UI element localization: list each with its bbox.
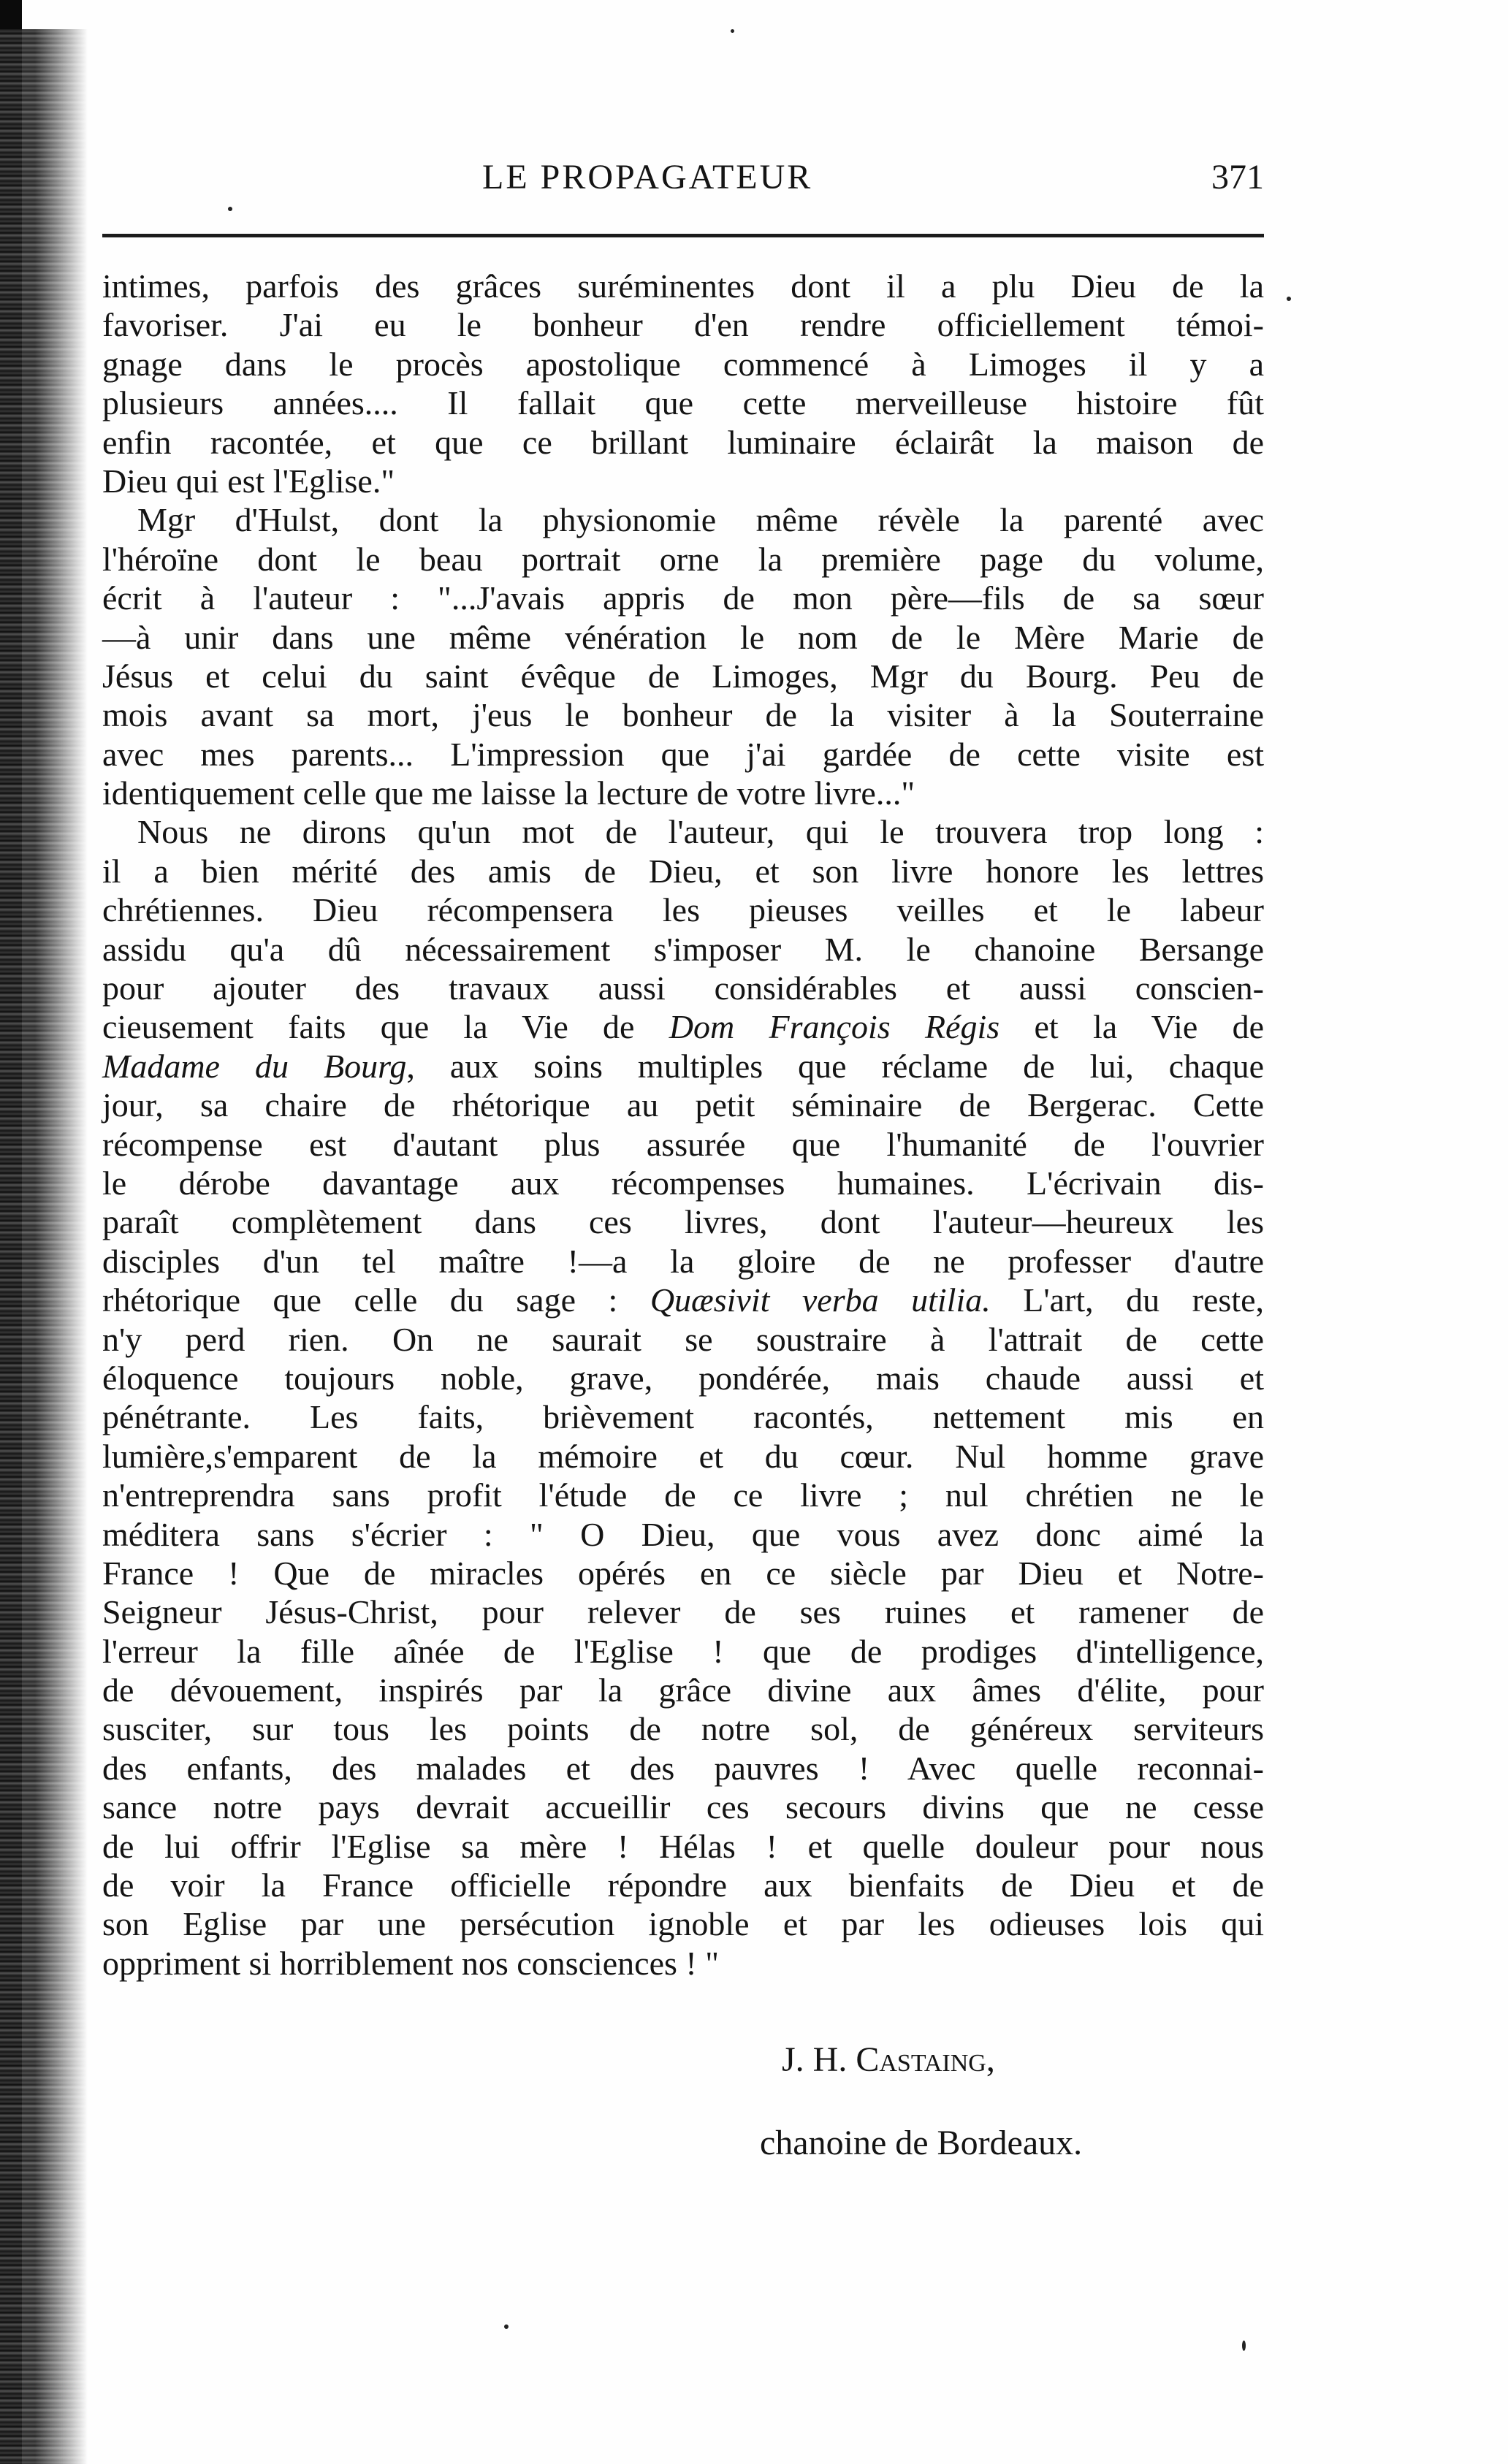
page-number: 371	[1211, 158, 1264, 197]
author-comma: ,	[986, 2040, 995, 2079]
text-line-with-italic	[102, 1047, 1264, 1086]
text-line: l'héroïne dont le beau portrait orne la première page du volume,	[102, 540, 1264, 578]
text-line: mois avant sa mort, j'eus le bonheur de la visiter à la Souterraine	[102, 696, 1264, 734]
author-surname-initial: C	[856, 2040, 880, 2079]
text-line: de dévouement, inspirés par la grâce divine aux âmes d'élite, pour	[102, 1671, 1264, 1709]
author-title: chanoine de Bordeaux.	[760, 2124, 1083, 2162]
text-line-with-italic	[102, 1281, 1264, 1319]
text-line: assidu qu'a dû nécessairement s'imposer M. le chanoine Bersange	[102, 930, 1264, 968]
text-line: Mgr d'Hulst, dont la physionomie même révèle la parenté avec	[137, 501, 1264, 539]
text-segment: rhétorique que celle du sage :	[102, 1281, 650, 1319]
text-line: lumière,s'emparent de la mémoire et du cœur. Nul homme grave	[102, 1437, 1264, 1475]
text-line: Seigneur Jésus-Christ, pour relever de ses ruines et ramener de	[102, 1593, 1264, 1631]
text-line: le dérobe davantage aux récompenses humaines. L'écrivain dis-	[102, 1164, 1264, 1202]
author-initials: J. H.	[782, 2040, 856, 2079]
text-line: oppriment si horriblement nos consciences ! "	[102, 1944, 720, 1982]
text-line: sance notre pays devrait accueillir ces secours divins que ne cesse	[102, 1788, 1264, 1826]
text-line: plusieurs années.... Il fallait que cette merveilleuse histoire fût	[102, 384, 1264, 422]
text-line: enfin racontée, et que ce brillant luminaire éclairât la maison de	[102, 423, 1264, 461]
text-line: identiquement celle que me laisse la lecture de votre livre..."	[102, 774, 915, 812]
text-line-with-italic	[102, 1007, 1264, 1046]
article-body	[102, 267, 1264, 1983]
text-line: jour, sa chaire de rhétorique au petit séminaire de Bergerac. Cette	[102, 1086, 1264, 1124]
text-line: pénétrante. Les faits, brièvement racontés, nettement mis en	[102, 1398, 1264, 1436]
text-line: des enfants, des malades et des pauvres ! Avec quelle reconnai-	[102, 1749, 1264, 1787]
page-header	[102, 150, 1264, 208]
author-name	[760, 2038, 1271, 2082]
text-line: Jésus et celui du saint évêque de Limoges, Mgr du Bourg. Peu de	[102, 657, 1264, 695]
text-segment: cieusement faits que la Vie de	[102, 1008, 669, 1046]
binding-shadow	[0, 29, 88, 2464]
text-line: son Eglise par une persécution ignoble et par les odieuses lois qui	[102, 1905, 1264, 1943]
text-line: France ! Que de miracles opérés en ce siècle par Dieu et Notre-	[102, 1554, 1264, 1592]
text-line: Nous ne dirons qu'un mot de l'auteur, qui le trouvera trop long :	[137, 813, 1264, 851]
text-line: Dieu qui est l'Eglise."	[102, 462, 395, 500]
text-line: écrit à l'auteur : "...J'avais appris de mon père—fils de sa sœur	[102, 579, 1264, 617]
text-line: chrétiennes. Dieu récompensera les pieuses veilles et le labeur	[102, 891, 1264, 929]
text-line: intimes, parfois des grâces suréminentes dont il a plu Dieu de la	[102, 267, 1264, 305]
text-segment: L'art, du reste,	[990, 1281, 1264, 1319]
text-line: avec mes parents... L'impression que j'ai gardée de cette visite est	[102, 735, 1264, 773]
text-line: n'y perd rien. On ne saurait se soustraire à l'attrait de cette	[102, 1320, 1264, 1358]
text-line: il a bien mérité des amis de Dieu, et son livre honore les lettres	[102, 852, 1264, 890]
text-segment: , aux soins multiples que réclame de lui, chaque	[406, 1047, 1265, 1085]
text-line: méditera sans s'écrier : " O Dieu, que vous avez donc aimé la	[102, 1515, 1264, 1553]
header-rule	[102, 234, 1264, 237]
text-segment: et la Vie de	[999, 1008, 1264, 1046]
text-line: de voir la France officielle répondre aux bienfaits de Dieu et de	[102, 1866, 1264, 1904]
italic-title: Madame du Bourg	[102, 1047, 407, 1085]
signature-block	[760, 2038, 1271, 2165]
text-line: de lui offrir l'Eglise sa mère ! Hélas ! et quelle douleur pour nous	[102, 1827, 1264, 1865]
scan-speck	[504, 2324, 509, 2329]
scan-speck	[228, 207, 232, 211]
text-line: susciter, sur tous les points de notre sol, de généreux serviteurs	[102, 1710, 1264, 1748]
text-line: gnage dans le procès apostolique commencé à Limoges il y a	[102, 345, 1264, 383]
scan-speck	[731, 29, 734, 33]
text-line: éloquence toujours noble, grave, pondérée, mais chaude aussi et	[102, 1359, 1264, 1397]
scan-speck	[1287, 297, 1291, 301]
latin-quote: Quæsivit verba utilia.	[650, 1281, 991, 1319]
text-line: récompense est d'autant plus assurée que l'humanité de l'ouvrier	[102, 1125, 1264, 1163]
italic-title: Dom François Régis	[669, 1008, 1000, 1046]
text-line: favoriser. J'ai eu le bonheur d'en rendre officiellement témoi-	[102, 306, 1264, 344]
running-title: LE PROPAGATEUR	[482, 158, 813, 197]
scan-speck	[1242, 2341, 1246, 2351]
text-line: disciples d'un tel maître !—a la gloire de ne professer d'autre	[102, 1242, 1264, 1280]
text-line: n'entreprendra sans profit l'étude de ce livre ; nul chrétien ne le	[102, 1476, 1264, 1514]
author-surname-rest: astaing	[879, 2040, 986, 2079]
text-line: l'erreur la fille aînée de l'Eglise ! que de prodiges d'intelligence,	[102, 1632, 1264, 1670]
text-line: pour ajouter des travaux aussi considérables et aussi conscien-	[102, 969, 1264, 1007]
text-line: —à unir dans une même vénération le nom de le Mère Marie de	[102, 618, 1264, 656]
text-line: paraît complètement dans ces livres, dont l'auteur—heureux les	[102, 1203, 1264, 1241]
